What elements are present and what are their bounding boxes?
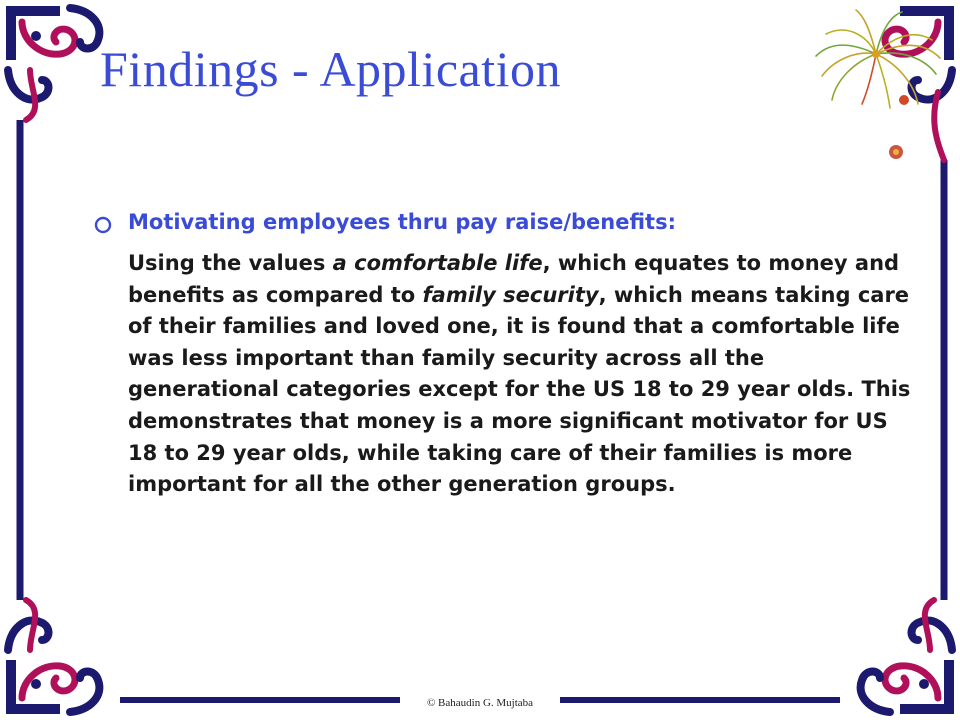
slide-content [90,206,920,501]
body-text-italic1: a comfortable life [332,251,543,275]
body-text-part2: , which equates to money and benefits as compared to [128,251,900,307]
firework-icon [806,4,946,174]
bullet-item [90,206,920,238]
corner-ornament-top-left-icon [6,6,99,120]
hollow-circle-icon [90,212,116,238]
body-text-italic2: family security [422,282,599,307]
body-text-part1: Using the values [128,251,333,275]
body-text-part3: , which means taking care of their families and loved one, it is found that a comfortable life was less important than family security across all the generational categories except for the US 18 to 29 year olds. This demonstrates that money is a more significant motivator for US 18 to 29 year olds, while taking care of their families is more important for all the other generation groups. [128,282,911,497]
bullet-heading: Motivating employees thru pay raise/benefits: [128,210,676,234]
copyright-footer: © Bahaudin G. Mujtaba [426,697,534,709]
slide-title: Findings - Application [100,41,561,97]
bullet-body-text [128,248,920,501]
